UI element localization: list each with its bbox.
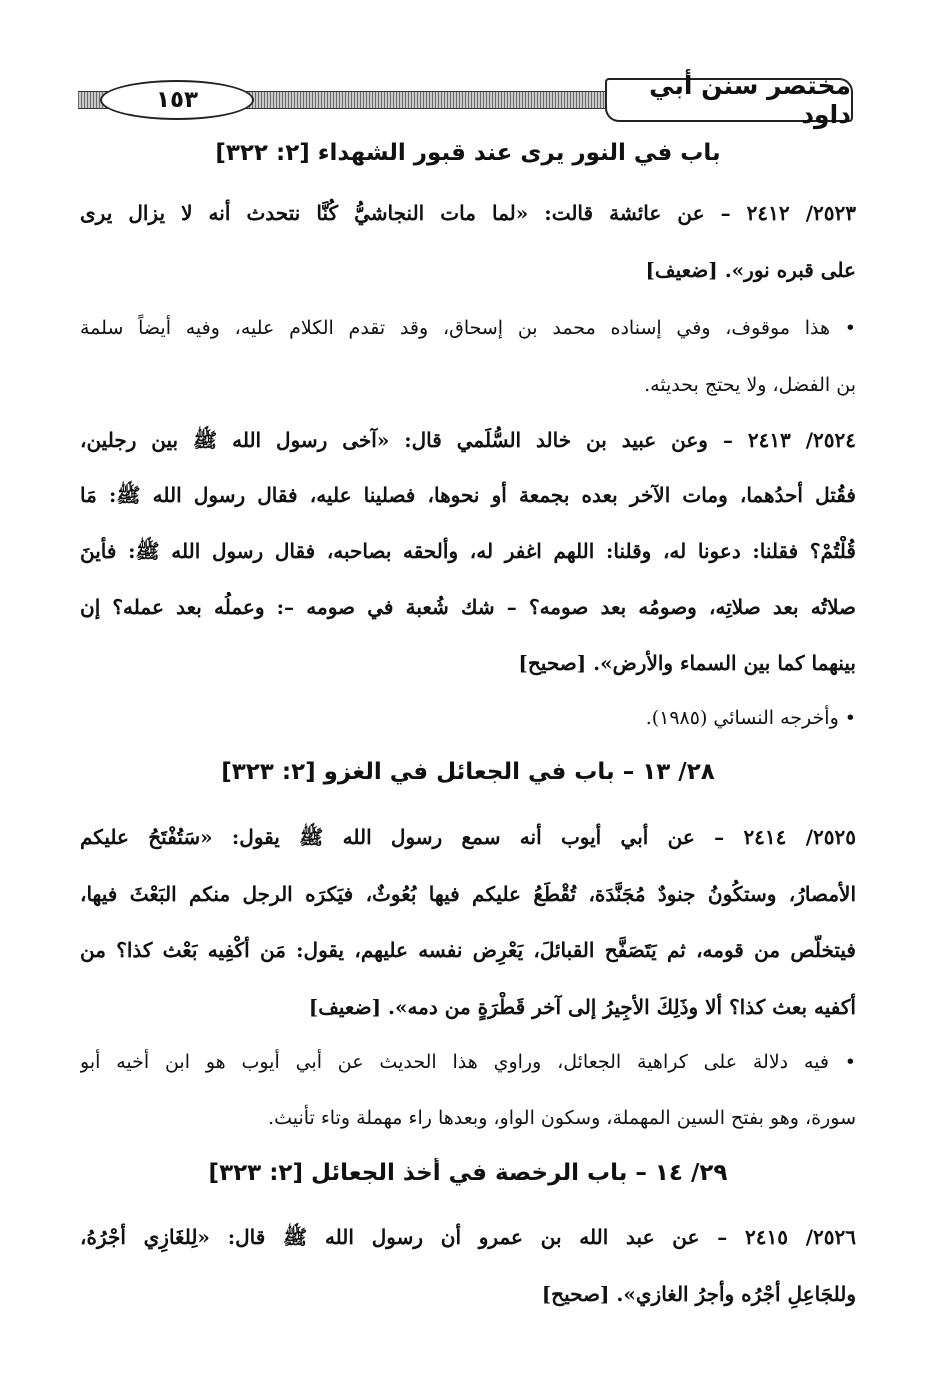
hadith-line: ٢٥٢٤/ ٢٤١٣ – وعن عبيد بن خالد السُّلَمي قال: «آخى رسول الله ﷺ بين رجلين،: [80, 428, 856, 452]
chapter-heading: ٢٩/ ١٤ – باب الرخصة في أخذ الجعائل [٢: ٣٢٣]: [208, 1160, 728, 1186]
commentary-line: • وأخرجه النسائي (١٩٨٥).: [645, 707, 856, 729]
chapter-heading: ٢٨/ ١٣ – باب في الجعائل في الغزو [٢: ٣٢٣]: [221, 759, 715, 785]
hadith-line: وللجَاعِلِ أجْرُه وأجرُ الغازي». [صحيح]: [541, 1282, 856, 1306]
page-header: [78, 71, 853, 129]
hadith-line: بينهما كما بين السماء والأرض». [صحيح]: [518, 651, 856, 675]
hadith-line: ٢٥٢٣/ ٢٤١٢ – عن عائشة قالت: «لما مات النجاشيُّ كُنَّا نتحدث أنه لا يزال يرى: [80, 201, 856, 225]
hadith-line: صلاتُه بعد صلاتِه، وصومُه بعد صومه؟ – شك شُعبة في صومه –: وعملُه بعد عمله؟ إن: [80, 595, 856, 619]
page-number-oval: [100, 80, 254, 120]
hadith-line: فقُتل أحدُهما، ومات الآخر بعده بجمعة أو نحوها، فصلينا عليه، فقال رسول الله ﷺ: مَا: [80, 483, 856, 507]
hadith-line: أكفيه بعث كذا؟ ألا وذَلِكَ الأجِيرُ إلى آخر قَطْرَةٍ من دمه». [ضعيف]: [308, 995, 856, 1019]
commentary-line: بن الفضل، ولا يحتج بحديثه.: [644, 374, 856, 396]
commentary-line: • فيه دلالة على كراهية الجعائل، وراوي هذا الحديث عن أبي أيوب هو ابن أخيه أبو: [80, 1051, 856, 1073]
hadith-line: ٢٥٢٥/ ٢٤١٤ – عن أبي أيوب أنه سمع رسول الله ﷺ يقول: «سَتُفْتَحُ عليكم: [80, 825, 856, 849]
hadith-line: ٢٥٢٦/ ٢٤١٥ – عن عبد الله بن عمرو أن رسول الله ﷺ قال: «لِلغَازِي أجْرُهُ،: [80, 1225, 856, 1249]
commentary-line: سورة، وهو بفتح السين المهملة، وسكون الواو، وبعدها راء مهملة وتاء تأنيث.: [268, 1107, 856, 1129]
book-title: مختصر سنن أبي داود: [649, 71, 851, 129]
hadith-line: الأمصارُ، وستكُونُ جنودٌ مُجَنَّدَة، تُقْطَعُ عليكم فيها بُعُوثٌ، فيَكرَه الرجل منكم البَعْثَ فيها،: [80, 882, 856, 906]
page-number: ١٥٣: [155, 87, 199, 113]
hadith-line: على قبره نور». [ضعيف]: [645, 258, 856, 282]
book-title-box: [605, 71, 853, 129]
chapter-heading: باب في النور يرى عند قبور الشهداء [٢: ٣٢٢]: [215, 140, 721, 166]
hadith-line: قُلْتُمْ؟ فقلنا: دعونا له، وقلنا: اللهم اغفر له، وألحقه بصاحبه، فقال رسول الله ﷺ: فأينَ: [80, 539, 856, 563]
hadith-line: فيتخلَّص من قومه، ثم يَتَصَفَّح القبائلَ، يَعْرِض نفسه عليهم، يقول: مَن أكْفِيه بَعْث كذا؟ من: [80, 938, 856, 962]
commentary-line: • هذا موقوف، وفي إسناده محمد بن إسحاق، وقد تقدم الكلام عليه، وفيه أيضاً سلمة: [80, 317, 856, 339]
